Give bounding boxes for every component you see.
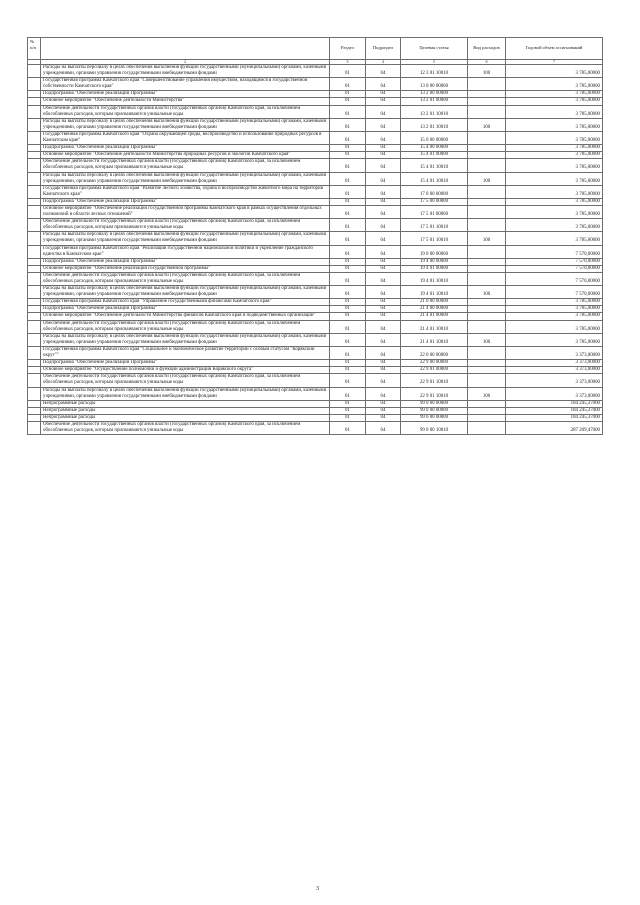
row-num-cell (28, 306, 41, 313)
row-amount: 3 785,00000 (506, 185, 603, 198)
row-num-cell (28, 313, 41, 320)
row-vid-rashodov: 100 (468, 65, 506, 78)
header-razdel: Раздел (330, 38, 366, 60)
index-cell: 6 (468, 60, 506, 65)
row-name: Обеспечение деятельности государственных органов власти (государственных органов) Камчатского края, за исключением обособленных расходов, которым присваиваются уникальные коды (41, 219, 330, 232)
row-vid-rashodov (468, 78, 506, 91)
row-razdel: 01 (330, 198, 366, 205)
row-name: Государственная программа Камчатского края "Развитие лесного хозяйства, охрана и воспроизводство животного мира на территории Камчатского края" (41, 185, 330, 198)
row-vid-rashodov (468, 245, 506, 258)
row-vid-rashodov (468, 91, 506, 98)
row-razdel: 01 (330, 414, 366, 421)
row-num-cell (28, 407, 41, 414)
row-amount: 184 245,37000 (506, 414, 603, 421)
row-name: Основное мероприятие "Обеспечение деятельности Министерства" (41, 98, 330, 105)
table-row (28, 232, 603, 245)
row-name: Расходы на выплаты персоналу в целях обеспечения выполнения функций государственными (муниципальными) органами, казенными учреждениями, органами управления государственными внебюджетными фондами (41, 118, 330, 131)
row-name: Подпрограмма "Обеспечение реализации Программы" (41, 258, 330, 265)
row-name: Государственная программа Камчатского края "Социальное и экономическое развитие территории с особым статусом "Корякский округ"" (41, 346, 330, 359)
row-podrazdel: 04 (366, 245, 401, 258)
row-celevaya-statia: 19 0 00 00000 (401, 245, 468, 258)
row-name: Подпрограмма "Обеспечение реализации Программы" (41, 306, 330, 313)
table-row (28, 78, 603, 91)
table-row (28, 98, 603, 105)
table-row (28, 245, 603, 258)
row-podrazdel: 04 (366, 152, 401, 159)
row-amount: 3 785,00000 (506, 98, 603, 105)
table-row (28, 374, 603, 387)
row-name: Обеспечение деятельности государственных органов власти (государственных органов) Камчатского края, за исключением обособленных расходов, которым присваиваются уникальные коды (41, 159, 330, 172)
row-podrazdel: 04 (366, 118, 401, 131)
row-razdel: 01 (330, 205, 366, 218)
row-num-cell (28, 299, 41, 306)
row-celevaya-statia: 13 0 00 00000 (401, 78, 468, 91)
row-razdel: 01 (330, 65, 366, 78)
row-num-cell (28, 346, 41, 359)
row-name: Основное мероприятие "Обеспечение реализации государственной программы Камчатского края в рамках осуществления отдельных полномочий в области лесных отношений" (41, 205, 330, 218)
row-num-cell (28, 78, 41, 91)
row-celevaya-statia: 22 9 01 10010 (401, 374, 468, 387)
row-amount: 3 785,00000 (506, 198, 603, 205)
table-row (28, 367, 603, 374)
row-amount: 3 785,00000 (506, 131, 603, 144)
row-num-cell (28, 152, 41, 159)
row-razdel: 01 (330, 232, 366, 245)
table-row (28, 407, 603, 414)
row-amount: 3 785,00000 (506, 320, 603, 333)
row-podrazdel: 04 (366, 286, 401, 299)
row-vid-rashodov (468, 258, 506, 265)
row-amount: 3 785,00000 (506, 118, 603, 131)
row-amount: 3 373,00000 (506, 367, 603, 374)
row-num-cell (28, 105, 41, 118)
row-razdel: 01 (330, 346, 366, 359)
row-vid-rashodov (468, 265, 506, 272)
row-razdel: 01 (330, 333, 366, 346)
row-amount: 3 373,00000 (506, 374, 603, 387)
row-razdel: 01 (330, 265, 366, 272)
header-name (41, 38, 330, 60)
row-amount: 3 785,00000 (506, 205, 603, 218)
row-vid-rashodov (468, 272, 506, 285)
table-row (28, 360, 603, 367)
row-podrazdel: 04 (366, 258, 401, 265)
row-podrazdel: 04 (366, 105, 401, 118)
row-podrazdel: 04 (366, 219, 401, 232)
row-amount: 3 785,00000 (506, 145, 603, 152)
row-celevaya-statia: 22 0 00 00000 (401, 346, 468, 359)
row-podrazdel: 04 (366, 65, 401, 78)
table-row (28, 286, 603, 299)
row-name: Обеспечение деятельности государственных органов власти (государственных органов) Камчатского края, за исключением обособленных расходов, которым присваиваются уникальные коды (41, 421, 330, 434)
row-vid-rashodov (468, 98, 506, 105)
row-vid-rashodov (468, 313, 506, 320)
row-name: Подпрограмма "Обеспечение реализации Программы" (41, 145, 330, 152)
row-amount: 3 373,00000 (506, 346, 603, 359)
row-amount: 3 785,00000 (506, 152, 603, 159)
row-razdel: 01 (330, 387, 366, 400)
row-name: Подпрограмма "Обеспечение реализации Программы" (41, 360, 330, 367)
row-num-cell (28, 91, 41, 98)
row-podrazdel: 04 (366, 265, 401, 272)
row-podrazdel: 04 (366, 159, 401, 172)
row-name: Непрограммные расходы (41, 400, 330, 407)
row-celevaya-statia: 21 0 00 00000 (401, 299, 468, 306)
row-amount: 184 245,37000 (506, 400, 603, 407)
row-vid-rashodov (468, 367, 506, 374)
row-num-cell (28, 185, 41, 198)
row-num-cell (28, 159, 41, 172)
row-celevaya-statia: 21 4 01 00000 (401, 313, 468, 320)
table-body (28, 38, 603, 435)
row-podrazdel: 04 (366, 185, 401, 198)
row-num-cell (28, 265, 41, 272)
row-celevaya-statia: 15 0 00 00000 (401, 131, 468, 144)
row-celevaya-statia: 22 9 01 00000 (401, 367, 468, 374)
row-vid-rashodov (468, 205, 506, 218)
row-amount: 7 570,00000 (506, 245, 603, 258)
row-celevaya-statia: 15 4 01 00000 (401, 152, 468, 159)
row-razdel: 01 (330, 374, 366, 387)
row-num-cell (28, 172, 41, 185)
header-amount: Годовой объем ассигнований (506, 38, 603, 60)
row-num-cell (28, 118, 41, 131)
row-amount: 3 785,00000 (506, 299, 603, 306)
row-name: Расходы на выплаты персоналу в целях обеспечения выполнения функций государственными (муниципальными) органами, казенными учреждениями, органами управления государственными внебюджетными фондами (41, 286, 330, 299)
row-amount: 3 373,00000 (506, 360, 603, 367)
row-amount: 3 373,00000 (506, 387, 603, 400)
row-name: Подпрограмма "Обеспечение реализации Программы" (41, 91, 330, 98)
row-name: Расходы на выплаты персоналу в целях обеспечения выполнения функций государственными (муниципальными) органами, казенными учреждениями, органами управления государственными внебюджетными фондами (41, 232, 330, 245)
row-vid-rashodov: 100 (468, 286, 506, 299)
row-razdel: 01 (330, 313, 366, 320)
table-row (28, 131, 603, 144)
row-podrazdel: 04 (366, 333, 401, 346)
row-podrazdel: 04 (366, 387, 401, 400)
budget-table (27, 37, 603, 435)
index-cell: 5 (401, 60, 468, 65)
row-amount: 3 785,00000 (506, 219, 603, 232)
row-razdel: 01 (330, 320, 366, 333)
row-podrazdel: 04 (366, 320, 401, 333)
row-vid-rashodov (468, 105, 506, 118)
row-podrazdel: 04 (366, 360, 401, 367)
row-celevaya-statia: 17 5 01 10010 (401, 219, 468, 232)
row-amount: 7 570,00000 (506, 272, 603, 285)
row-celevaya-statia: 99 0 00 00000 (401, 400, 468, 407)
table-row (28, 198, 603, 205)
row-celevaya-statia: 22 9 00 00000 (401, 360, 468, 367)
row-name: Подпрограмма "Обеспечение реализации Программы" (41, 198, 330, 205)
table-row (28, 145, 603, 152)
row-celevaya-statia: 99 0 00 00000 (401, 407, 468, 414)
row-podrazdel: 04 (366, 374, 401, 387)
row-name: Государственная программа Камчатского края "Совершенствование управления имуществом, находящимся в государственной собственности Камчатского края" (41, 78, 330, 91)
header-row (28, 38, 603, 60)
header-vid: Вид расходов (468, 38, 506, 60)
row-razdel: 01 (330, 159, 366, 172)
row-vid-rashodov (468, 159, 506, 172)
row-num-cell (28, 131, 41, 144)
row-name: Обеспечение деятельности государственных органов власти (государственных органов) Камчатского края, за исключением обособленных расходов, которым присваиваются уникальные коды (41, 374, 330, 387)
row-vid-rashodov (468, 374, 506, 387)
row-podrazdel: 04 (366, 91, 401, 98)
index-cell: 2 (41, 60, 330, 65)
table-row (28, 421, 603, 434)
table-row (28, 387, 603, 400)
row-vid-rashodov (468, 198, 506, 205)
row-celevaya-statia: 21 4 01 10010 (401, 320, 468, 333)
row-num-cell (28, 320, 41, 333)
row-vid-rashodov (468, 400, 506, 407)
row-podrazdel: 04 (366, 145, 401, 152)
row-razdel: 01 (330, 299, 366, 306)
row-vid-rashodov (468, 407, 506, 414)
table-row (28, 258, 603, 265)
row-podrazdel: 04 (366, 78, 401, 91)
row-num-cell (28, 286, 41, 299)
table-row (28, 118, 603, 131)
row-num-cell (28, 272, 41, 285)
row-razdel: 01 (330, 145, 366, 152)
table-row (28, 265, 603, 272)
row-celevaya-statia: 13 2 00 00000 (401, 91, 468, 98)
row-podrazdel: 04 (366, 367, 401, 374)
row-celevaya-statia: 13 2 01 10010 (401, 118, 468, 131)
table-row (28, 299, 603, 306)
index-cell: 7 (506, 60, 603, 65)
row-name: Основное мероприятие "Осуществление полномочий и функций администрации Корякского округа" (41, 367, 330, 374)
budget-table-sheet (27, 37, 602, 435)
row-amount: 3 785,00000 (506, 105, 603, 118)
row-num-cell (28, 145, 41, 152)
row-celevaya-statia: 21 4 00 00000 (401, 306, 468, 313)
row-razdel: 01 (330, 185, 366, 198)
row-name: Обеспечение деятельности государственных органов власти (государственных органов) Камчатского края, за исключением обособленных расходов, которым присваиваются уникальные коды (41, 105, 330, 118)
table-row (28, 400, 603, 407)
row-razdel: 01 (330, 360, 366, 367)
table-row (28, 185, 603, 198)
table-row (28, 219, 603, 232)
row-num-cell (28, 65, 41, 78)
row-name: Расходы на выплаты персоналу в целях обеспечения выполнения функций государственными (муниципальными) органами, казенными учреждениями, органами управления государственными внебюджетными фондами (41, 172, 330, 185)
row-podrazdel: 04 (366, 346, 401, 359)
table-row (28, 346, 603, 359)
row-razdel: 01 (330, 172, 366, 185)
row-amount: 3 785,00000 (506, 172, 603, 185)
row-num-cell (28, 245, 41, 258)
row-celevaya-statia: 22 9 01 10010 (401, 387, 468, 400)
row-name: Основное мероприятие "Обеспечение реализации государственной программы" (41, 265, 330, 272)
row-razdel: 01 (330, 400, 366, 407)
header-statia: Целевая статья (401, 38, 468, 60)
row-celevaya-statia: 17 5 00 00000 (401, 198, 468, 205)
row-razdel: 01 (330, 272, 366, 285)
row-vid-rashodov (468, 131, 506, 144)
row-celevaya-statia: 15 4 00 00000 (401, 145, 468, 152)
row-name: Обеспечение деятельности государственных органов власти (государственных органов) Камчатского края, за исключением обособленных расходов, которым присваиваются уникальные коды (41, 272, 330, 285)
table-row (28, 414, 603, 421)
row-name: Государственная программа Камчатского края "Реализация государственной национальной политики и укрепление гражданского единства в Камчатском крае" (41, 245, 330, 258)
row-celevaya-statia: 19 4 00 00000 (401, 258, 468, 265)
row-name: Непрограммные расходы (41, 407, 330, 414)
row-celevaya-statia: 19 4 01 10010 (401, 272, 468, 285)
row-razdel: 01 (330, 306, 366, 313)
row-vid-rashodov: 100 (468, 387, 506, 400)
row-vid-rashodov (468, 414, 506, 421)
table-row (28, 105, 603, 118)
row-celevaya-statia: 17 5 01 10010 (401, 232, 468, 245)
row-num-cell (28, 421, 41, 434)
row-vid-rashodov (468, 320, 506, 333)
row-celevaya-statia: 19 4 01 10010 (401, 286, 468, 299)
row-name: Расходы на выплаты персоналу в целях обеспечения выполнения функций государственными (муниципальными) органами, казенными учреждениями, органами управления государственными внебюджетными фондами (41, 333, 330, 346)
header-podrazdel: Подраздел (366, 38, 401, 60)
table-row (28, 205, 603, 218)
row-vid-rashodov (468, 346, 506, 359)
row-num-cell (28, 367, 41, 374)
row-num-cell (28, 374, 41, 387)
row-podrazdel: 04 (366, 172, 401, 185)
row-razdel: 01 (330, 98, 366, 105)
row-name: Государственная программа Камчатского края "Управление государственными финансами Камчатского края" (41, 299, 330, 306)
row-vid-rashodov: 100 (468, 232, 506, 245)
row-num-cell (28, 333, 41, 346)
row-podrazdel: 04 (366, 131, 401, 144)
row-celevaya-statia: 17 0 00 00000 (401, 185, 468, 198)
row-num-cell (28, 387, 41, 400)
row-podrazdel: 04 (366, 232, 401, 245)
row-podrazdel: 04 (366, 198, 401, 205)
row-celevaya-statia: 17 5 01 00000 (401, 205, 468, 218)
row-razdel: 01 (330, 258, 366, 265)
row-razdel: 01 (330, 367, 366, 374)
row-podrazdel: 04 (366, 313, 401, 320)
row-razdel: 01 (330, 219, 366, 232)
row-num-cell (28, 414, 41, 421)
table-row (28, 152, 603, 159)
row-name: Расходы на выплаты персоналу в целях обеспечения выполнения функций государственными (муниципальными) органами, казенными учреждениями, органами управления государственными внебюджетными фондами (41, 387, 330, 400)
row-num-cell (28, 205, 41, 218)
row-celevaya-statia: 19 4 01 00000 (401, 265, 468, 272)
index-cell: 4 (366, 60, 401, 65)
row-amount: 7 570,00000 (506, 258, 603, 265)
row-amount: 184 245,37000 (506, 407, 603, 414)
row-name: Обеспечение деятельности государственных органов власти (государственных органов) Камчатского края, за исключением обособленных расходов, которым присваиваются уникальные коды (41, 320, 330, 333)
row-amount: 3 785,00000 (506, 65, 603, 78)
row-name: Основное мероприятие "Обеспечение деятельности Министерства финансов Камчатского края и подведомственных организаций" (41, 313, 330, 320)
table-row (28, 320, 603, 333)
row-podrazdel: 04 (366, 306, 401, 313)
table-row (28, 313, 603, 320)
table-row (28, 272, 603, 285)
row-razdel: 01 (330, 286, 366, 299)
row-vid-rashodov (468, 219, 506, 232)
row-razdel: 01 (330, 245, 366, 258)
row-razdel: 01 (330, 91, 366, 98)
row-num-cell (28, 360, 41, 367)
table-row (28, 91, 603, 98)
row-vid-rashodov (468, 421, 506, 434)
row-name: Расходы на выплаты персоналу в целях обеспечения выполнения функций государственными (муниципальными) органами, казенными учреждениями, органами управления государственными внебюджетными фондами (41, 65, 330, 78)
row-razdel: 01 (330, 118, 366, 131)
row-num-cell (28, 400, 41, 407)
row-amount: 3 785,00000 (506, 313, 603, 320)
row-amount: 7 570,00000 (506, 286, 603, 299)
row-podrazdel: 04 (366, 205, 401, 218)
row-celevaya-statia: 99 0 00 00000 (401, 414, 468, 421)
row-celevaya-statia: 99 0 00 10010 (401, 421, 468, 434)
row-celevaya-statia: 13 2 01 00000 (401, 98, 468, 105)
row-amount: 3 785,00000 (506, 333, 603, 346)
row-celevaya-statia: 21 4 01 10010 (401, 333, 468, 346)
row-celevaya-statia: 15 4 01 10010 (401, 159, 468, 172)
row-amount: 3 785,00000 (506, 91, 603, 98)
row-celevaya-statia: 13 2 01 10010 (401, 105, 468, 118)
row-num-cell (28, 219, 41, 232)
table-row (28, 172, 603, 185)
row-vid-rashodov (468, 306, 506, 313)
row-name: Непрограммные расходы (41, 414, 330, 421)
row-vid-rashodov (468, 299, 506, 306)
row-vid-rashodov (468, 185, 506, 198)
row-celevaya-statia: 12 3 01 10010 (401, 65, 468, 78)
row-razdel: 01 (330, 421, 366, 434)
table-row (28, 65, 603, 78)
row-vid-rashodov: 100 (468, 333, 506, 346)
table-row (28, 306, 603, 313)
row-razdel: 01 (330, 78, 366, 91)
row-podrazdel: 04 (366, 299, 401, 306)
row-vid-rashodov (468, 145, 506, 152)
row-amount: 3 785,00000 (506, 232, 603, 245)
row-name: Основное мероприятие "Обеспечение деятельности Министерства природных ресурсов и экологии Камчатского края" (41, 152, 330, 159)
row-amount: 3 785,00000 (506, 78, 603, 91)
index-cell: 3 (330, 60, 366, 65)
row-vid-rashodov: 100 (468, 172, 506, 185)
row-vid-rashodov (468, 360, 506, 367)
row-name: Государственная программа Камчатского края "Охрана окружающей среды, воспроизводство и использование природных ресурсов в Камчатском крае" (41, 131, 330, 144)
row-razdel: 01 (330, 105, 366, 118)
row-amount: 3 785,00000 (506, 306, 603, 313)
row-vid-rashodov: 100 (468, 118, 506, 131)
row-num-cell (28, 232, 41, 245)
row-razdel: 01 (330, 152, 366, 159)
row-podrazdel: 04 (366, 407, 401, 414)
table-row (28, 333, 603, 346)
row-podrazdel: 04 (366, 98, 401, 105)
row-razdel: 01 (330, 407, 366, 414)
row-amount: 287 209,47000 (506, 421, 603, 434)
row-amount: 7 570,00000 (506, 265, 603, 272)
table-row (28, 159, 603, 172)
row-num-cell (28, 258, 41, 265)
row-num-cell (28, 198, 41, 205)
row-podrazdel: 04 (366, 421, 401, 434)
row-amount: 3 785,00000 (506, 159, 603, 172)
header-num: № п/п (28, 38, 41, 60)
row-podrazdel: 04 (366, 400, 401, 407)
row-podrazdel: 04 (366, 414, 401, 421)
row-vid-rashodov (468, 152, 506, 159)
row-num-cell (28, 98, 41, 105)
row-podrazdel: 04 (366, 272, 401, 285)
row-razdel: 01 (330, 131, 366, 144)
row-celevaya-statia: 15 4 01 10010 (401, 172, 468, 185)
page-number: 3 (316, 886, 319, 892)
